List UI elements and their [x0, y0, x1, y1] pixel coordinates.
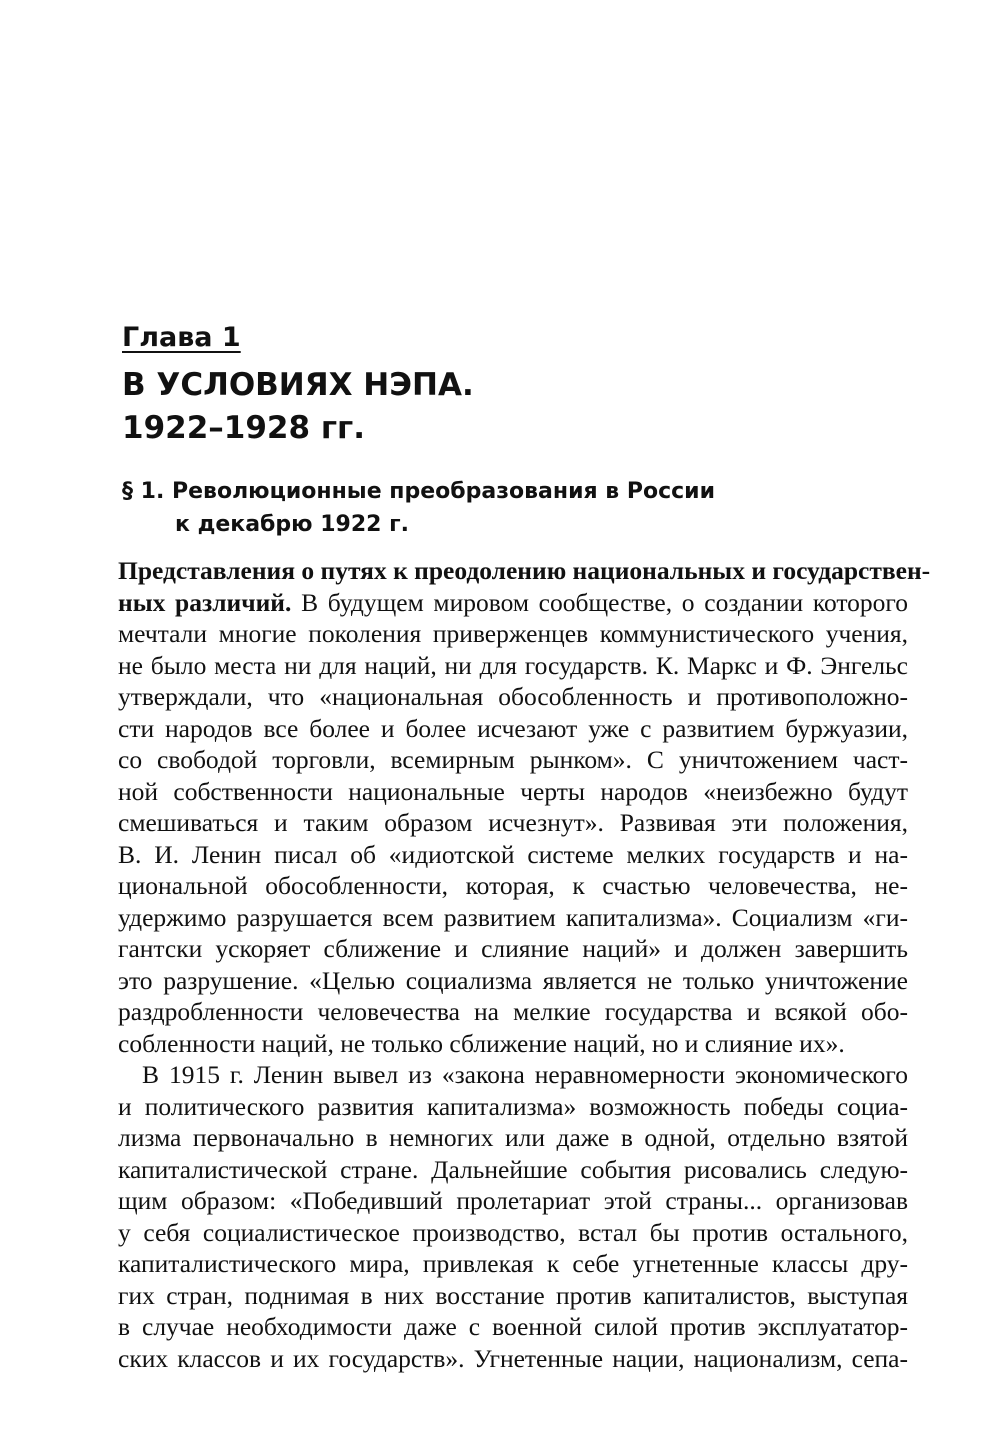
- text-line: мечтали многие поколения приверженцев коммунистического учения,: [118, 619, 908, 648]
- text-line: смешиваться и таким образом исчезнут». Развивая эти положения,: [118, 808, 908, 837]
- text-line: циональной обособленности, которая, к счастью человечества, не-: [118, 871, 908, 900]
- text-line: капиталистической стране. Дальнейшие события рисовались следую-: [118, 1154, 908, 1184]
- text-line: раздробленности человечества на мелкие государства и всякой обо-: [118, 997, 908, 1026]
- paragraph-lead: ных различий.: [118, 587, 292, 617]
- text-line: [118, 555, 931, 587]
- text-line: удержимо разрушается всем развитием капитализма». Социализм «ги-: [118, 902, 908, 932]
- text-line: лизма первоначально в немногих или даже в одной, отдельно взятой: [118, 1123, 908, 1152]
- chapter-title-years: 1922–1928 гг.: [122, 410, 366, 446]
- text-line: ских классов и их государств». Угнетенные нации, национализм, сепа-: [118, 1343, 908, 1373]
- section-heading-line: к декабрю 1922 г.: [175, 512, 409, 537]
- chapter-title: [122, 364, 474, 450]
- text-line: не было места ни для наций, ни для государств. К. Маркс и Ф. Энгельс: [118, 650, 908, 680]
- body-text: [118, 555, 931, 1374]
- text-line: утверждали, что «национальная обособленность и противоположно-: [118, 682, 908, 711]
- text-line: гих стран, поднимая в них восстание против капиталистов, выступая: [118, 1280, 908, 1310]
- text-line: щим образом: «Победивший пролетариат этой страны... организовав: [118, 1186, 908, 1215]
- text-run: В будущем мировом сообществе, о создании которого: [291, 587, 909, 617]
- text-line: В 1915 г. Ленин вывел из «закона неравномерности экономического: [142, 1060, 908, 1089]
- text-line: ной собственности национальные черты народов «неизбежно будут: [118, 776, 908, 806]
- text-line: в случае необходимости даже с военной силой против эксплуататор-: [118, 1312, 908, 1341]
- paragraph-lead: Представления о путях к преодолению национальных и государствен-: [118, 556, 931, 585]
- text-line: собленности наций, не только сближение наций, но и слияние их».: [118, 1028, 845, 1058]
- text-line: и политического развития капитализма» возможность победы социа-: [118, 1091, 908, 1121]
- text-line: капиталистического мира, привлекая к себе угнетенные классы дру-: [118, 1249, 908, 1278]
- text-line: со свободой торговли, всемирным рынком». С уничтожением част-: [118, 745, 908, 774]
- chapter-label: Глава 1: [122, 322, 241, 353]
- text-line: у себя социалистическое производство, встал бы против остального,: [118, 1217, 908, 1247]
- text-line: это разрушение. «Целью социализма является не только уничтожение: [118, 965, 908, 995]
- text-line: [118, 587, 908, 619]
- section-heading: [122, 475, 715, 541]
- chapter-title-line: В УСЛОВИЯХ НЭПА.: [122, 367, 474, 403]
- text-line: сти народов все более и более исчезают уже с развитием буржуазии,: [118, 713, 908, 743]
- section-heading-line: § 1. Революционные преобразования в России: [122, 479, 716, 504]
- text-line: гантски ускоряет сближение и слияние наций» и должен завершить: [118, 934, 908, 963]
- text-line: В. И. Ленин писал об «идиотской системе мелких государств и на-: [118, 839, 908, 869]
